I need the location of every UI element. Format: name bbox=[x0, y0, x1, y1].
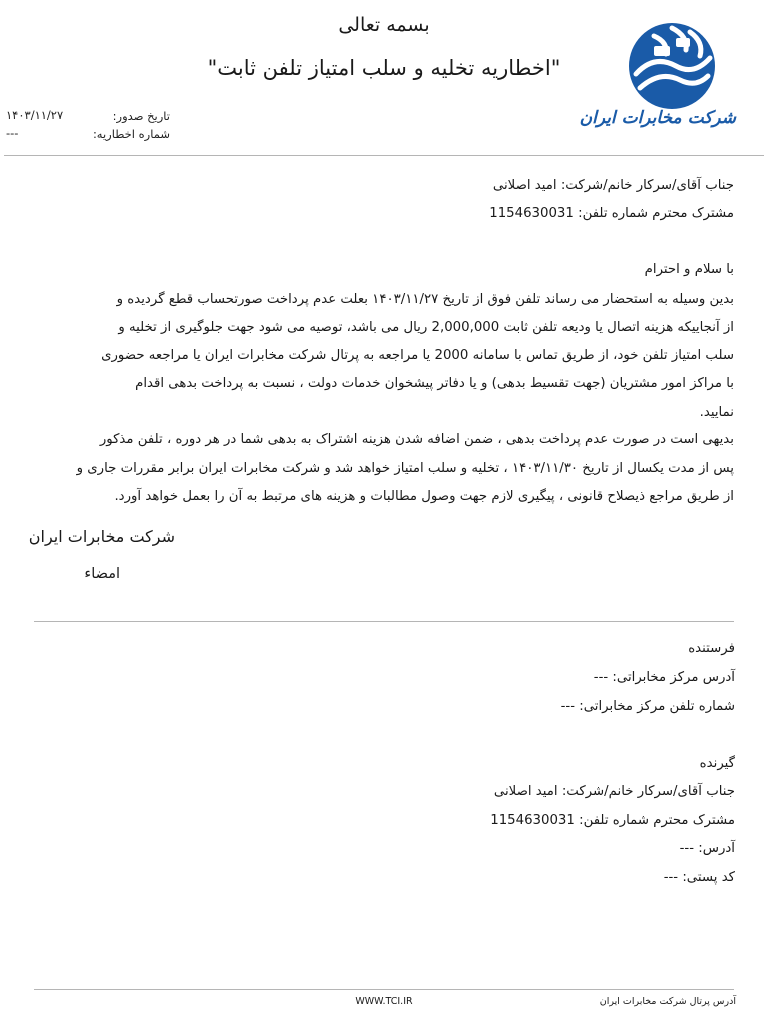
logo-wordmark: شرکت مخابرات ایران bbox=[579, 108, 736, 128]
receiver-name: جناب آقای/سرکار خانم/شرکت: امید اصلانی bbox=[493, 784, 735, 799]
sender-phone: شماره تلفن مرکز مخابراتی: --- bbox=[560, 699, 735, 714]
sender-address: آدرس مرکز مخابراتی: --- bbox=[593, 670, 735, 685]
signature-label: امضاء bbox=[84, 566, 120, 582]
receiver-postal-code: کد پستی: --- bbox=[663, 870, 735, 885]
greeting-title: بسمه تعالی bbox=[338, 14, 430, 36]
body-line: سلب امتیاز تلفن خود، از طریق تماس با سامانه 2000 یا مراجعه به پرتال شرکت مخابرات ایران یا مراجعه حضوری bbox=[101, 348, 734, 363]
signoff-company: شرکت مخابرات ایران bbox=[28, 527, 175, 546]
section-divider bbox=[34, 621, 734, 622]
body-line: بدین وسیله به استحضار می رساند تلفن فوق از تاریخ ۱۴۰۳/۱۱/۲۷ بعلت عدم پرداخت صورتحساب قطع گردیده و bbox=[116, 292, 734, 307]
header-divider bbox=[4, 155, 764, 156]
body-line: با مراکز امور مشتریان (جهت تقسیط بدهی) و یا دفاتر پیشخوان خدمات دولت ، نسبت به پرداخت بدهی اقدام bbox=[135, 376, 734, 391]
issue-date-label: تاریخ صدور: bbox=[112, 109, 170, 123]
body-line: بدیهی است در صورت عدم پرداخت بدهی ، ضمن اضافه شدن هزینه اشتراک به بدهی شما در هر دوره ، تلفن مذکور bbox=[99, 432, 734, 447]
body-line: از طریق مراجع ذیصلاح قانونی ، پیگیری لازم جهت وصول مطالبات و هزینه های مرتبط به آن را بعمل خواهد آورد. bbox=[114, 489, 734, 504]
recipient-name: جناب آقای/سرکار خانم/شرکت: امید اصلانی bbox=[492, 178, 734, 193]
body-greeting: با سلام و احترام bbox=[644, 262, 734, 277]
notice-title: "اخطاریه تخلیه و سلب امتیاز تلفن ثابت" bbox=[207, 56, 561, 80]
receiver-phone: مشترک محترم شماره تلفن: 1154630031 bbox=[490, 813, 735, 828]
receiver-title: گیرنده bbox=[699, 756, 735, 771]
recipient-phone: مشترک محترم شماره تلفن: 1154630031 bbox=[489, 206, 734, 221]
body-line: پس از مدت یکسال از تاریخ ۱۴۰۳/۱۱/۳۰ ، تخلیه و سلب امتیاز خواهد شد و شرکت مخابرات ایران برابر مقررات جاری و bbox=[76, 461, 734, 476]
footer-divider bbox=[34, 989, 734, 990]
receiver-address: آدرس: --- bbox=[679, 841, 735, 856]
notice-number-value: --- bbox=[6, 126, 19, 140]
sender-title: فرستنده bbox=[688, 641, 735, 656]
issue-date-value: ۱۴۰۳/۱۱/۲۷ bbox=[6, 108, 64, 122]
notice-number-label: شماره اخطاریه: bbox=[92, 127, 170, 141]
body-line: نمایید. bbox=[699, 405, 734, 420]
tci-logo bbox=[579, 14, 736, 142]
footer-portal-label: آدرس پرتال شرکت مخابرات ایران bbox=[599, 996, 736, 1007]
body-line: از آنجاییکه هزینه اتصال یا ودیعه تلفن ثابت 2,000,000 ریال می باشد، توصیه می شود جهت جلوگیری از تخلیه و bbox=[118, 320, 734, 335]
footer-url-link[interactable]: WWW.TCI.IR bbox=[355, 996, 413, 1007]
